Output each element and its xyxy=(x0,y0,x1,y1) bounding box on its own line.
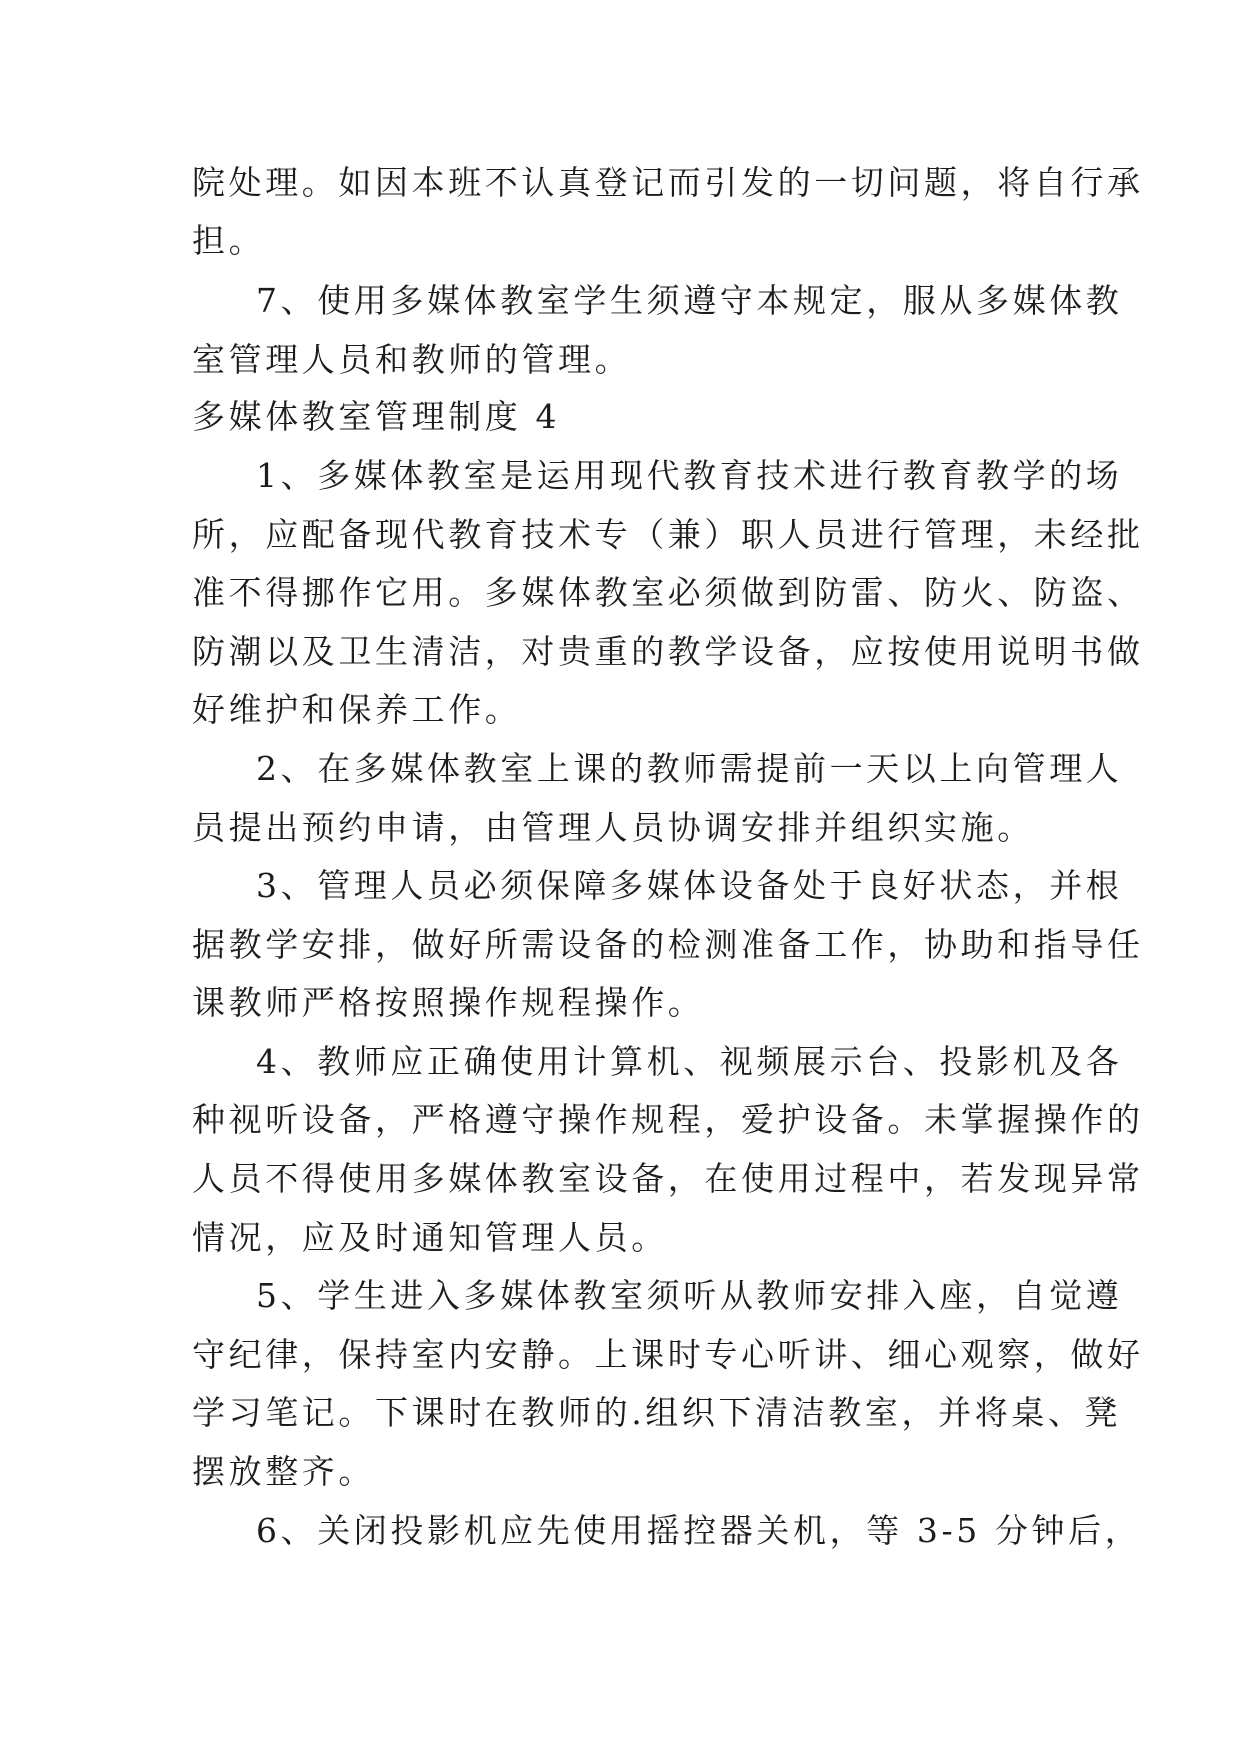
text-line: 守纪律，保持室内安静。上课时专心听讲、细心观察，做好 xyxy=(192,1335,1144,1374)
text-line: 情况，应及时通知管理人员。 xyxy=(192,1218,668,1257)
text-line: 1、多媒体教室是运用现代教育技术进行教育教学的场 xyxy=(256,456,1123,495)
text-line: 担。 xyxy=(192,221,266,260)
text-line: 课教师严格按照操作规程操作。 xyxy=(192,983,705,1022)
text-line: 员提出预约申请，由管理人员协调安排并组织实施。 xyxy=(192,808,1034,847)
text-line: 准不得挪作它用。多媒体教室必须做到防雷、防火、防盗、 xyxy=(192,573,1144,612)
text-line: 7、使用多媒体教室学生须遵守本规定，服从多媒体教 xyxy=(256,281,1123,320)
text-line: 好维护和保养工作。 xyxy=(192,690,522,729)
text-line: 摆放整齐。 xyxy=(192,1452,375,1491)
text-line: 院处理。如因本班不认真登记而引发的一切问题，将自行承 xyxy=(192,163,1144,202)
text-line: 4、教师应正确使用计算机、视频展示台、投影机及各 xyxy=(256,1042,1123,1081)
text-line: 所，应配备现代教育技术专（兼）职人员进行管理，未经批 xyxy=(192,515,1144,554)
text-line: 据教学安排，做好所需设备的检测准备工作，协助和指导任 xyxy=(192,925,1144,964)
text-line: 6、关闭投影机应先使用摇控器关机，等 3-5 分钟后， xyxy=(256,1511,1142,1550)
text-line: 防潮以及卫生清洁，对贵重的教学设备，应按使用说明书做 xyxy=(192,632,1144,671)
text-line: 室管理人员和教师的管理。 xyxy=(192,340,632,379)
text-line: 学习笔记。下课时在教师的.组织下清洁教室，并将桌、凳 xyxy=(192,1393,1122,1432)
text-line: 种视听设备，严格遵守操作规程，爱护设备。未掌握操作的 xyxy=(192,1100,1144,1139)
text-line: 3、管理人员必须保障多媒体设备处于良好状态，并根 xyxy=(256,866,1123,905)
text-line: 2、在多媒体教室上课的教师需提前一天以上向管理人 xyxy=(256,749,1123,788)
text-line: 人员不得使用多媒体教室设备，在使用过程中，若发现异常 xyxy=(192,1159,1144,1198)
section-heading: 多媒体教室管理制度 4 xyxy=(192,397,561,436)
text-line: 5、学生进入多媒体教室须听从教师安排入座，自觉遵 xyxy=(256,1276,1123,1315)
